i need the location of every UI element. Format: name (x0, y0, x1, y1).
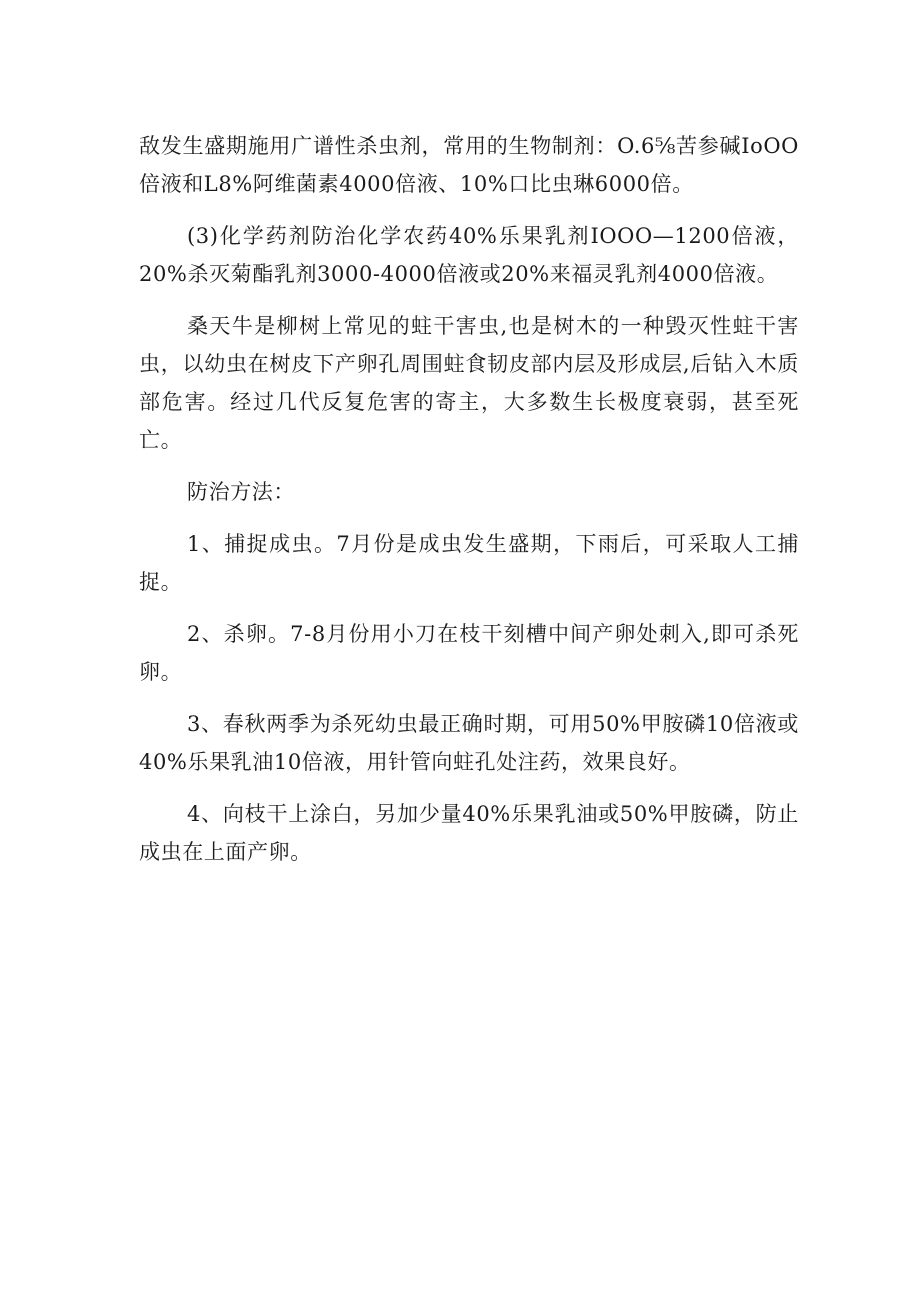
document-body (139, 127, 799, 871)
paragraph-mulberry-longhorn: 桑天牛是柳树上常见的蛀干害虫,也是树木的一种毁灭性蛀干害虫，以幼虫在树皮下产卵孔周围蛀食韧皮部内层及形成层,后钻入木质部危害。经过几代反复危害的寄主，大多数生长极度衰弱，甚至死亡。 (139, 314, 799, 452)
paragraph-chemical-control: (3)化学药剂防治化学农药40%乐果乳剂IOOO—1200倍液，20%杀灭菊酯乳剂3000-4000倍液或20%来福灵乳剂4000倍液。 (139, 224, 799, 286)
paragraph-method-4: 4、向枝干上涂白，另加少量40%乐果乳油或50%甲胺磷，防止成虫在上面产卵。 (139, 802, 799, 864)
paragraph-method-2: 2、杀卵。7-8月份用小刀在枝干刻槽中间产卵处刺入,即可杀死卵。 (139, 622, 799, 684)
paragraph-method-3: 3、春秋两季为杀死幼虫最正确时期，可用50%甲胺磷10倍液或40%乐果乳油10倍液，用针管向蛀孔处注药，效果良好。 (139, 712, 799, 774)
paragraph-method-1: 1、捕捉成虫。7月份是成虫发生盛期，下雨后，可采取人工捕捉。 (139, 532, 799, 594)
paragraph-control-methods-heading: 防治方法： (187, 480, 295, 504)
paragraph-biological-agents: 敌发生盛期施用广谱性杀虫剂，常用的生物制剂：O.6⅝苦参碱IoOO倍液和L8%阿维菌素4000倍液、10%口比虫琳6000倍。 (139, 134, 799, 196)
